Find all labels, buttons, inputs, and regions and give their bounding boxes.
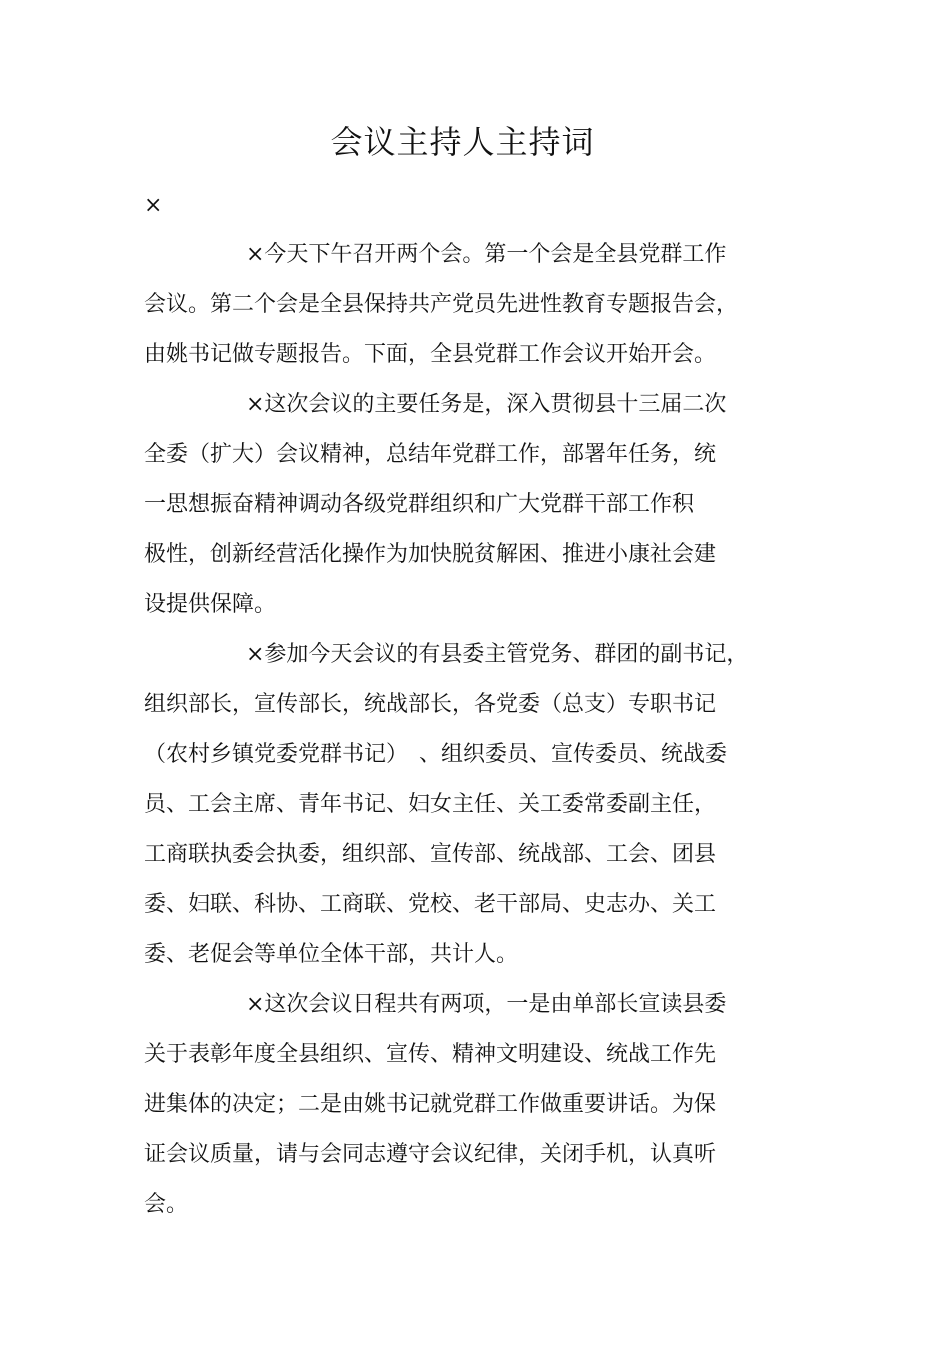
paragraph-4-line-4: 证会议质量，请与会同志遵守会议纪律，关闭手机，认真听 [144,1142,717,1167]
paragraph-4-line-1: ×这次会议日程共有两项，一是由单部长宣读县委 [246,992,727,1017]
paragraph-4-line-3: 进集体的决定；二是由姚书记就党群工作做重要讲话。为保 [144,1092,717,1117]
paragraph-2-line-2: 全委（扩大）会议精神，总结年党群工作，部署年任务，统 [144,442,717,467]
salutation: × [144,193,163,218]
paragraph-2-line-5: 设提供保障。 [144,592,277,617]
paragraph-3-line-4: 员、工会主席、青年书记、妇女主任、关工委常委副主任， [144,792,717,817]
paragraph-1-line-2: 会议。第二个会是全县保持共产党员先进性教育专题报告会， [144,292,739,317]
paragraph-2-line-4: 极性，创新经营活化操作为加快脱贫解困、推进小康社会建 [144,542,717,567]
paragraph-3-line-3: （农村乡镇党委党群书记） 、组织委员、宣传委员、统战委 [144,742,728,767]
paragraph-3-line-7: 委、老促会等单位全体干部，共计人。 [144,942,519,967]
paragraph-1-line-1: ×今天下午召开两个会。第一个会是全县党群工作 [246,242,727,267]
paragraph-3-line-1: ×参加今天会议的有县委主管党务、群团的副书记， [246,642,749,667]
paragraph-3-line-6: 委、妇联、科协、工商联、党校、老干部局、史志办、关工 [144,892,717,917]
paragraph-2-line-1: ×这次会议的主要任务是，深入贯彻县十三届二次 [246,392,727,417]
paragraph-4-line-5: 会。 [144,1192,189,1217]
document-title: 会议主持人主持词 [330,123,595,161]
paragraph-1-line-3: 由姚书记做专题报告。下面，全县党群工作会议开始开会。 [144,342,717,367]
paragraph-2-line-3: 一思想振奋精神调动各级党群组织和广大党群干部工作积 [144,492,695,517]
paragraph-3-line-5: 工商联执委会执委，组织部、宣传部、统战部、工会、团县 [144,842,717,867]
paragraph-4-line-2: 关于表彰年度全县组织、宣传、精神文明建设、统战工作先 [144,1042,717,1067]
paragraph-3-line-2: 组织部长，宣传部长，统战部长，各党委（总支）专职书记 [144,692,717,717]
